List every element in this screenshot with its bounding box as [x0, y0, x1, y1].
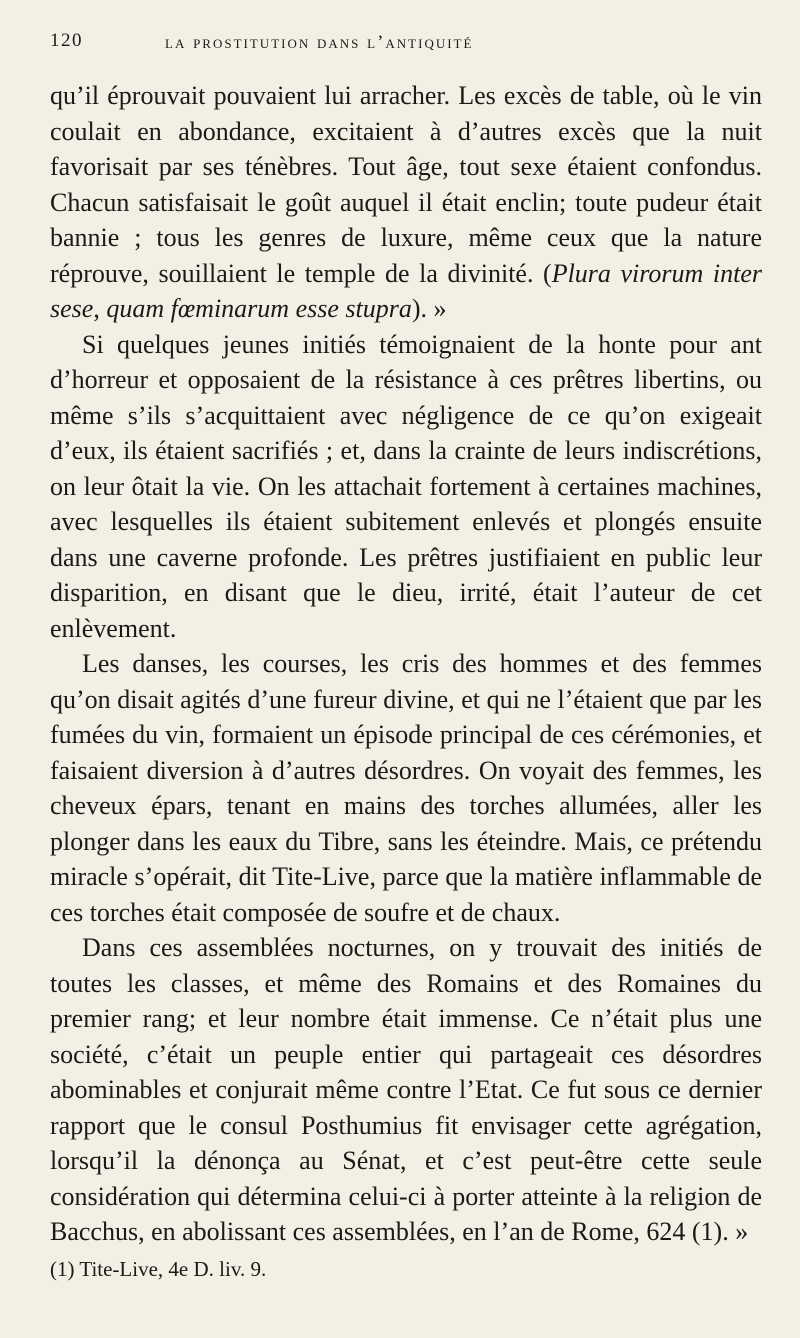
latin-quote: Plura virorum inter sese [50, 258, 763, 323]
text-run: Si quelques jeunes initiés témoignaient de la honte pour ant d’horreur et opposaient de la résistance à ces prêtres libertins, ou même s’ils s’acquittaient avec négligence de ce qu’on exigeait d’eux, ils étaient sacrifiés ; et, dans la crainte de leurs indiscrétions, on leur ôtait la vie. On les attachait fortement à certaines machines, avec lesquelles ils étaient subitement enlevés et plongés ensuite dans une caverne profonde. Les prêtres justifiaient en public leur disparition, en disant que le dieu, irrité, était l’auteur de cet enlèvement. [50, 329, 762, 643]
paragraph-2 [50, 327, 762, 647]
text-run: ). » [411, 294, 447, 323]
page-number: 120 [50, 30, 83, 51]
text-run: qu’il éprouvait pouvaient lui arracher. Les excès de table, où le vin coulait en abondance, excitaient à d’autres excès que la nuit favorisait par ses ténèbres. Tout âge, tout sexe étaient confondus. Chacun satisfaisait le goût auquel il était enclin; toute pudeur était bannie ; tous les genres de luxure, même ceux que la nature réprouve, souillaient le temple de la divinité. ( [50, 81, 762, 288]
running-title: la prostitution dans l’antiquité [165, 32, 474, 53]
footnote: (1) Tite-Live, 4e D. liv. 9. [50, 1256, 267, 1281]
text-run: , [93, 294, 107, 323]
text-run: Dans ces assemblées nocturnes, on y trouvait des initiés de toutes les classes, et même des Romains et des Romaines du premier rang; et leur nombre était immense. Ce n’était plus une société, c’était un peuple entier qui partageait ces désordres abominables et conjurait même contre l’Etat. Ce fut sous ce dernier rapport que le consul Posthumius fit envisager cette agrégation, lorsqu’il la dénonça au Sénat, et c’est peut-être cette seule considération qui détermina celui-ci à porter atteinte à la religion de Bacchus, en abolissant ces assemblées, en l’an de Rome, 624 (1). » [50, 933, 762, 1246]
latin-quote: quam fœminarum esse stupra [106, 294, 412, 323]
body-text [50, 78, 762, 1250]
paragraph-3 [50, 646, 762, 930]
paragraph-4 [50, 930, 762, 1250]
running-head [50, 22, 762, 68]
paragraph-1 [50, 78, 762, 327]
text-run: Les danses, les courses, les cris des hommes et des femmes qu’on disait agités d’une fureur divine, et qui ne l’étaient que par les fumées du vin, formaient un épisode principal de ces cérémonies, et faisaient diversion à d’autres désordres. On voyait des femmes, les cheveux épars, tenant en mains des torches allumées, aller les plonger dans les eaux du Tibre, sans les éteindre. Mais, ce prétendu miracle s’opérait, dit Tite-Live, parce que la matière inflammable de ces torches était composée de soufre et de chaux. [50, 649, 762, 927]
